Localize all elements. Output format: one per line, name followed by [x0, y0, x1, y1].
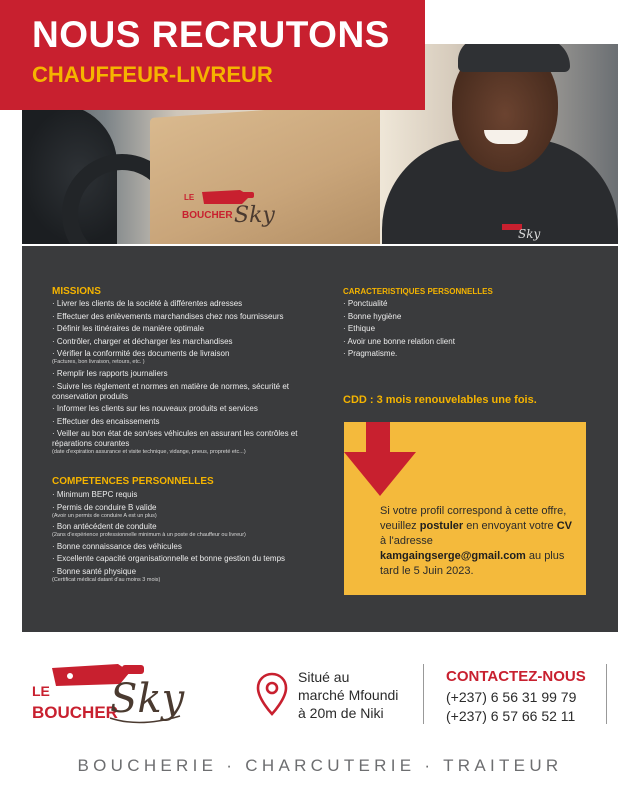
phone-number[interactable]: (+237) 6 56 31 99 79: [446, 689, 577, 705]
email-link[interactable]: kamgaingserge@gmail.com: [380, 550, 526, 562]
svg-text:Sky: Sky: [518, 227, 541, 241]
title-banner: [0, 0, 425, 110]
list-item-note: (2ans d'expérience professionnelle minimum à un poste de chauffeur ou livreur): [52, 532, 246, 539]
location-address: [298, 668, 408, 722]
logo-sky: Sky: [110, 676, 185, 722]
list-item: · Vérifier la conformité des documents de livraison (Factures, bon livraison, retours, etc. ): [52, 349, 322, 366]
contract-info: CDD : 3 mois renouvelables une fois.: [343, 394, 537, 406]
characteristics-section: [343, 287, 593, 362]
location-pin-icon: [256, 672, 288, 716]
cap: [458, 44, 570, 72]
list-item: · Bonne santé physique (Certificat médical datant d'au moins 3 mois): [52, 567, 322, 584]
missions-section: [52, 286, 322, 459]
apply-keyword: postuler: [419, 520, 464, 532]
arrow-down-icon: [344, 422, 416, 497]
brand-logo: [30, 656, 190, 730]
tagline: BOUCHERIE · CHARCUTERIE · TRAITEUR: [77, 756, 563, 775]
list-item: · Avoir une bonne relation client: [343, 336, 455, 346]
page-title: NOUS RECRUTONS: [32, 14, 390, 55]
competences-section: [52, 476, 322, 587]
list-item: · Ethique: [343, 324, 376, 334]
missions-heading: MISSIONS: [52, 286, 101, 297]
characteristics-list: [343, 299, 593, 359]
box-logo-sky: Sky: [234, 203, 275, 228]
list-item: · Effectuer des enlèvements marchandises chez nos fournisseurs: [52, 311, 284, 321]
details-panel: [22, 246, 618, 632]
list-item-note: (Avoir un permis de conduire A est un plus): [52, 512, 157, 519]
apply-instructions: Si votre profil correspond à cette offre, veuillez postuler en envoyant votre CV à l'adresse kamgaingserge@gmail.com au plus tard le 5 Juin 2023.: [380, 505, 572, 577]
list-item: · Pragmatisme.: [343, 349, 398, 359]
list-item: · Excellente capacité organisationnelle et bonne gestion du temps: [52, 554, 286, 564]
phone-number[interactable]: (+237) 6 57 66 52 11: [446, 708, 576, 724]
cv-keyword: CV: [556, 520, 572, 532]
list-item-note: (Certificat médical datant d'au moins 3 mois): [52, 576, 161, 583]
list-item: · Bonne hygiène: [343, 311, 402, 321]
missions-list: [52, 299, 322, 456]
box-logo-boucher: BOUCHER: [182, 210, 233, 221]
characteristics-heading: CARACTERISTIQUES PERSONNELLES: [343, 287, 493, 296]
location-line: à 20m de Niki: [298, 705, 384, 721]
competences-heading: COMPETENCES PERSONNELLES: [52, 476, 214, 487]
logo-boucher: BOUCHER: [32, 703, 118, 722]
logo-le: LE: [32, 683, 50, 699]
list-item: · Informer les clients sur les nouveaux produits et services: [52, 404, 258, 414]
list-item: · Effectuer des encaissements: [52, 416, 160, 426]
job-title: CHAUFFEUR-LIVREUR: [32, 62, 273, 87]
list-item: · Veiller au bon état de son/ses véhicules en assurant les contrôles et réparations courantes (date d'expiration assurance et visite technique, vidange, pneus, propreté etc...): [52, 429, 322, 456]
box-logo-le: LE: [184, 193, 195, 202]
competences-list: [52, 490, 322, 584]
list-item: · Livrer les clients de la société à différentes adresses: [52, 299, 243, 308]
shirt-logo-icon: [500, 220, 544, 242]
list-item: · Définir les itinéraires de manière optimale: [52, 324, 205, 334]
list-item: · Ponctualité: [343, 299, 388, 308]
divider: [606, 664, 607, 724]
list-item: · Bonne connaissance des véhicules: [52, 541, 182, 551]
divider: [423, 664, 424, 724]
location-line: marché Mfoundi: [298, 687, 399, 703]
list-item: · Bon antécédent de conduite (2ans d'expérience professionnelle minimum à un poste de chauffeur ou livreur): [52, 522, 322, 539]
list-item: · Remplir les rapports journaliers: [52, 368, 168, 378]
list-item: · Contrôler, charger et décharger les marchandises: [52, 336, 233, 346]
list-item-note: (date d'expiration assurance et visite technique, vidange, pneus, propreté etc...): [52, 449, 246, 456]
list-item: · Permis de conduire B valide (Avoir un permis de conduire A est un plus): [52, 503, 322, 520]
list-item-note: (Factures, bon livraison, retours, etc. ): [52, 359, 145, 366]
box-logo-icon: [180, 186, 275, 234]
apply-box: [344, 422, 586, 595]
list-item: · Suivre les règlement et normes en matière de normes, sécurité et conservation produits: [52, 381, 289, 401]
location-line: Situé au: [298, 669, 350, 685]
contact-title: CONTACTEZ-NOUS: [446, 668, 586, 685]
list-item: · Minimum BEPC requis: [52, 490, 138, 499]
